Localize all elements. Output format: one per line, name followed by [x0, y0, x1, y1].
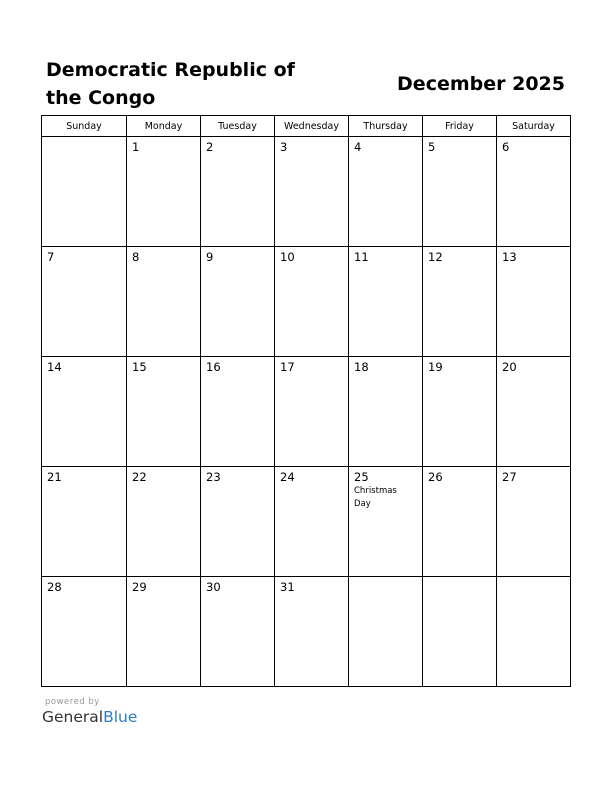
day-cell	[349, 357, 423, 467]
day-cell	[275, 577, 349, 687]
day-number: 4	[354, 140, 362, 154]
day-cell	[127, 577, 201, 687]
day-number: 27	[502, 470, 517, 484]
day-number	[423, 577, 496, 580]
day-cell	[127, 137, 201, 247]
day-number: 5	[428, 140, 436, 154]
holiday-label: Christmas Day	[354, 486, 397, 509]
day-cell	[497, 357, 571, 467]
day-number: 2	[206, 140, 214, 154]
day-cell	[275, 137, 349, 247]
day-cell	[497, 467, 571, 577]
day-cell	[127, 357, 201, 467]
day-number: 8	[132, 250, 140, 264]
powered-by-text: powered by	[45, 697, 100, 707]
brand-logo-blue: Blue	[103, 708, 138, 726]
weekday-wednesday: Wednesday	[275, 116, 349, 137]
day-number: 7	[47, 250, 55, 264]
month-year-title: December 2025	[397, 73, 565, 95]
day-number: 16	[206, 360, 221, 374]
weekday-saturday: Saturday	[497, 116, 571, 137]
day-cell	[42, 137, 127, 247]
day-cell	[127, 467, 201, 577]
day-number: 20	[502, 360, 517, 374]
day-number	[349, 577, 422, 580]
day-cell	[423, 137, 497, 247]
day-number: 14	[47, 360, 62, 374]
day-cell	[497, 137, 571, 247]
day-cell	[42, 357, 127, 467]
weekday-header-row	[42, 116, 571, 137]
day-cell	[497, 577, 571, 687]
day-number: 12	[428, 250, 443, 264]
day-cell	[127, 247, 201, 357]
day-number: 11	[354, 250, 369, 264]
day-number	[497, 577, 570, 580]
day-number: 25	[354, 470, 369, 484]
day-number: 28	[47, 580, 62, 594]
week-row-1	[42, 137, 571, 247]
week-row-2	[42, 247, 571, 357]
day-cell	[349, 137, 423, 247]
day-cell	[423, 577, 497, 687]
day-number: 31	[280, 580, 295, 594]
brand-logo-general: General	[42, 708, 104, 726]
day-number: 30	[206, 580, 221, 594]
day-cell	[201, 247, 275, 357]
day-cell	[423, 467, 497, 577]
day-cell	[275, 357, 349, 467]
weekday-thursday: Thursday	[349, 116, 423, 137]
weekday-monday: Monday	[127, 116, 201, 137]
weekday-friday: Friday	[423, 116, 497, 137]
day-number: 29	[132, 580, 147, 594]
day-number: 23	[206, 470, 221, 484]
day-cell	[349, 247, 423, 357]
brand-logo[interactable]	[42, 708, 137, 726]
day-cell	[42, 577, 127, 687]
day-number: 18	[354, 360, 369, 374]
day-cell	[275, 247, 349, 357]
day-cell	[201, 467, 275, 577]
day-number: 24	[280, 470, 295, 484]
day-cell	[423, 247, 497, 357]
day-cell	[497, 247, 571, 357]
weekday-sunday: Sunday	[42, 116, 127, 137]
day-number: 19	[428, 360, 443, 374]
week-row-5	[42, 577, 571, 687]
day-number	[42, 137, 126, 140]
day-number: 15	[132, 360, 147, 374]
day-number: 10	[280, 250, 295, 264]
day-number: 21	[47, 470, 62, 484]
day-cell	[349, 577, 423, 687]
day-number: 1	[132, 140, 140, 154]
day-number: 6	[502, 140, 510, 154]
day-cell	[42, 247, 127, 357]
day-cell	[201, 357, 275, 467]
day-cell	[201, 577, 275, 687]
week-row-4	[42, 467, 571, 577]
day-number: 3	[280, 140, 288, 154]
day-number: 26	[428, 470, 443, 484]
day-cell	[42, 467, 127, 577]
day-cell	[275, 467, 349, 577]
day-number: 13	[502, 250, 517, 264]
week-row-3	[42, 357, 571, 467]
day-number: 17	[280, 360, 295, 374]
calendar-grid	[41, 115, 571, 687]
country-title: Democratic Republic of the Congo	[46, 59, 295, 109]
day-cell	[423, 357, 497, 467]
day-number: 9	[206, 250, 214, 264]
day-number: 22	[132, 470, 147, 484]
day-cell	[349, 467, 423, 577]
day-cell	[201, 137, 275, 247]
weekday-tuesday: Tuesday	[201, 116, 275, 137]
